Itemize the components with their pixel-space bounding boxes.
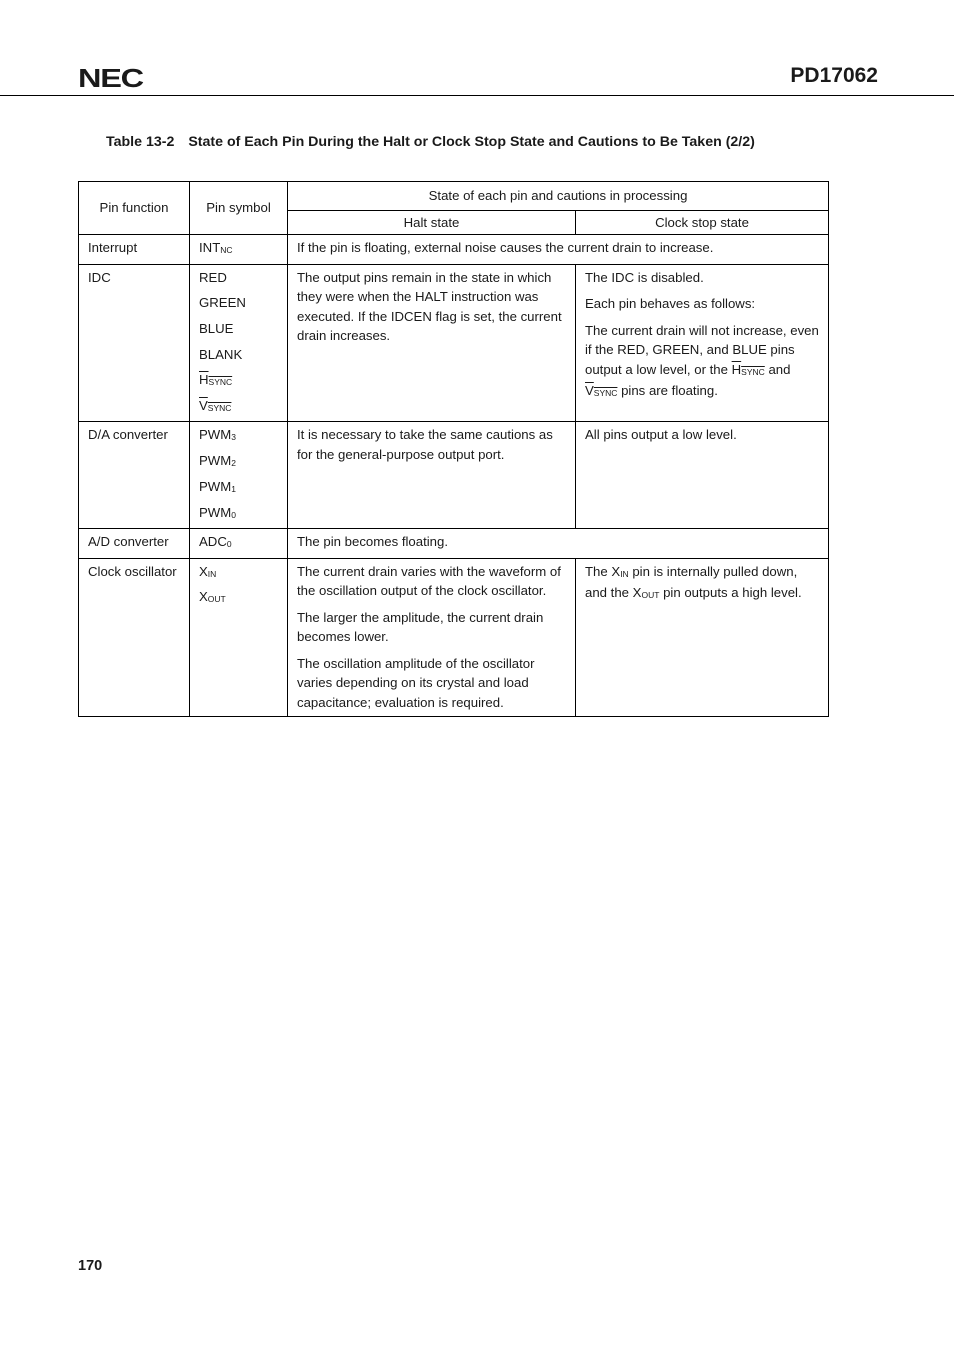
- pin-symbol: $PWM_1$: [199, 478, 236, 494]
- table-row: [79, 264, 829, 422]
- pin-symbol: $PWM_0$: [199, 504, 236, 520]
- pin-function-cell: D/A converter: [79, 422, 190, 529]
- pin-symbol-cell: [190, 264, 288, 422]
- header-state-group: State of each pin and cautions in processing: [288, 182, 829, 211]
- pin-symbol-cell: $ADC_0$: [190, 529, 288, 559]
- table-row: [79, 422, 829, 529]
- pin-function-cell: Clock oscillator: [79, 558, 190, 717]
- merged-state-cell: If the pin is floating, external noise causes the current drain to increase.: [288, 235, 829, 265]
- pin-symbol: BLANK: [199, 346, 243, 362]
- header-clock-stop-state: Clock stop state: [576, 211, 829, 235]
- pin-function-cell: Interrupt: [79, 235, 190, 265]
- pin-symbol: $V_{SYNC}$: [199, 397, 232, 413]
- table-caption: [106, 134, 755, 150]
- pin-function-cell: A/D converter: [79, 529, 190, 559]
- pin-symbol-cell: [190, 558, 288, 717]
- pin-symbol: $X_{OUT}$: [199, 589, 226, 605]
- pin-symbol: GREEN: [199, 295, 246, 311]
- pin-symbol: BLUE: [199, 320, 234, 336]
- table-row: [79, 235, 829, 265]
- pin-symbol: $PWM_3$: [199, 427, 236, 443]
- halt-state-cell: The output pins remain in the state in which they were when the HALT instruction was executed. If the IDCEN flag is set, the current drain increases.: [288, 264, 576, 422]
- pin-symbol: RED: [199, 269, 227, 285]
- merged-state-cell: The pin becomes floating.: [288, 529, 829, 559]
- table-title: State of Each Pin During the Halt or Clock Stop State and Cautions to Be Taken (2/2): [188, 134, 755, 150]
- table-row: [79, 558, 829, 717]
- nec-logo: NEC: [78, 63, 143, 93]
- pin-symbol-cell: $INT_{NC}$: [190, 235, 288, 265]
- pin-symbol: $H_{SYNC}$: [199, 372, 233, 388]
- pin-symbol: $PWM_2$: [199, 453, 236, 469]
- document-id: PD17062: [790, 64, 878, 87]
- table-number: Table 13-2: [106, 134, 175, 150]
- pin-symbol-cell: [190, 422, 288, 529]
- pin-symbol: $X_{IN}$: [199, 563, 217, 579]
- header-pin-symbol: Pin symbol: [190, 182, 288, 235]
- halt-state-cell: The current drain varies with the waveform of the oscillation output of the clock oscillator. The larger the amplitude, the current drain becomes lower. The oscillation amplitude of the oscillator varies depending on its crystal and load capacitance; evaluation is required.: [288, 558, 576, 717]
- pin-function-cell: IDC: [79, 264, 190, 422]
- page-number: 170: [78, 1258, 103, 1274]
- table-row: [79, 529, 829, 559]
- clock-stop-state-cell: The $X_{IN}$ pin is internally pulled down, and the $X_{OUT}$ pin outputs a high level.: [576, 558, 829, 717]
- header-pin-function: Pin function: [79, 182, 190, 235]
- halt-state-cell: It is necessary to take the same cautions as for the general-purpose output port.: [288, 422, 576, 529]
- clock-stop-state-cell: All pins output a low level.: [576, 422, 829, 529]
- header-rule: [0, 95, 954, 96]
- header-halt-state: Halt state: [288, 211, 576, 235]
- pin-state-table: [78, 181, 829, 717]
- table-header-row: [79, 182, 829, 211]
- clock-stop-state-cell: The IDC is disabled. Each pin behaves as follows: The current drain will not increase, even if the RED, GREEN, and BLUE pins output a low level, or the $H_{SYNC}$ and $V_{SYNC}$ pins are floating.: [576, 264, 829, 422]
